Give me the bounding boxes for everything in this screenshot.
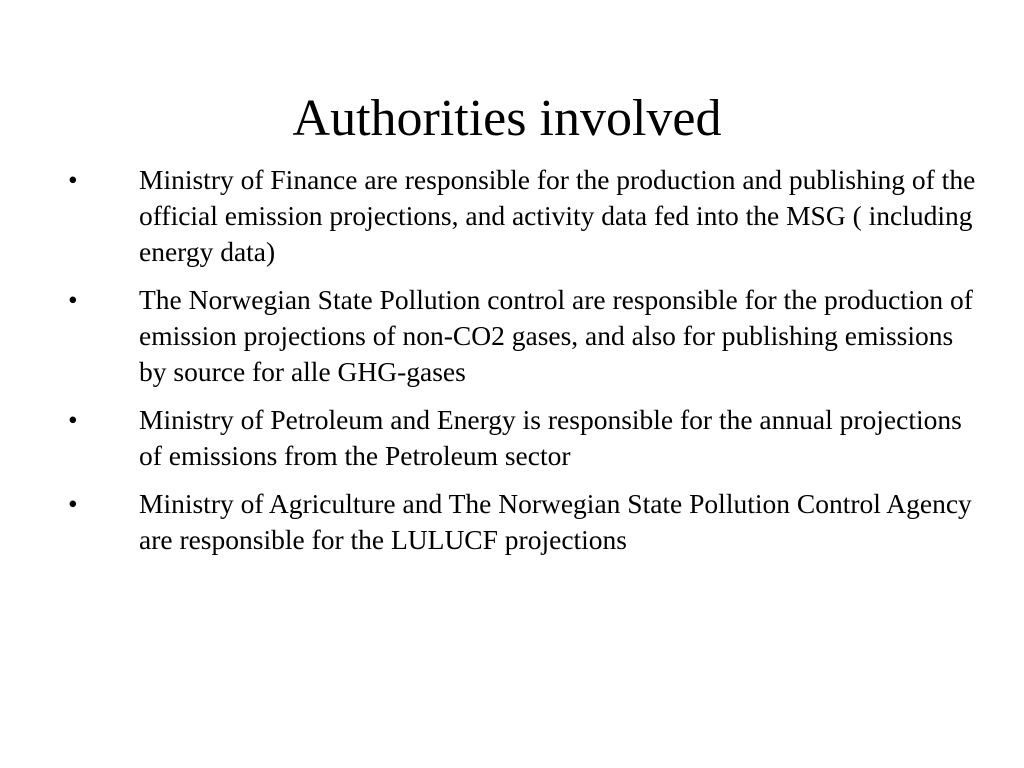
slide-title: Authorities involved: [292, 90, 722, 147]
bullet-marker: •: [68, 164, 78, 195]
bullet-item: [68, 162, 978, 270]
bullet-item: [68, 486, 978, 558]
bullet-list: [68, 162, 978, 570]
bullet-marker: •: [68, 284, 78, 315]
bullet-item: [68, 402, 978, 474]
bullet-item: [68, 282, 978, 390]
bullet-text-agriculture: Ministry of Agriculture and The Norwegian State Pollution Control Agency are responsible for the LULUCF projections: [139, 488, 972, 555]
bullet-text-petroleum-energy: Ministry of Petroleum and Energy is responsible for the annual projections of emissions from the Petroleum sector: [139, 404, 962, 471]
bullet-marker: •: [68, 488, 78, 519]
bullet-marker: •: [68, 404, 78, 435]
bullet-text-finance: Ministry of Finance are responsible for the production and publishing of the official emission projections, and activity data fed into the MSG ( including energy data): [139, 164, 976, 267]
bullet-text-pollution-control: The Norwegian State Pollution control are responsible for the production of emission projections of non-CO2 gases, and also for publishing emissions by source for alle GHG-gases: [139, 284, 973, 387]
